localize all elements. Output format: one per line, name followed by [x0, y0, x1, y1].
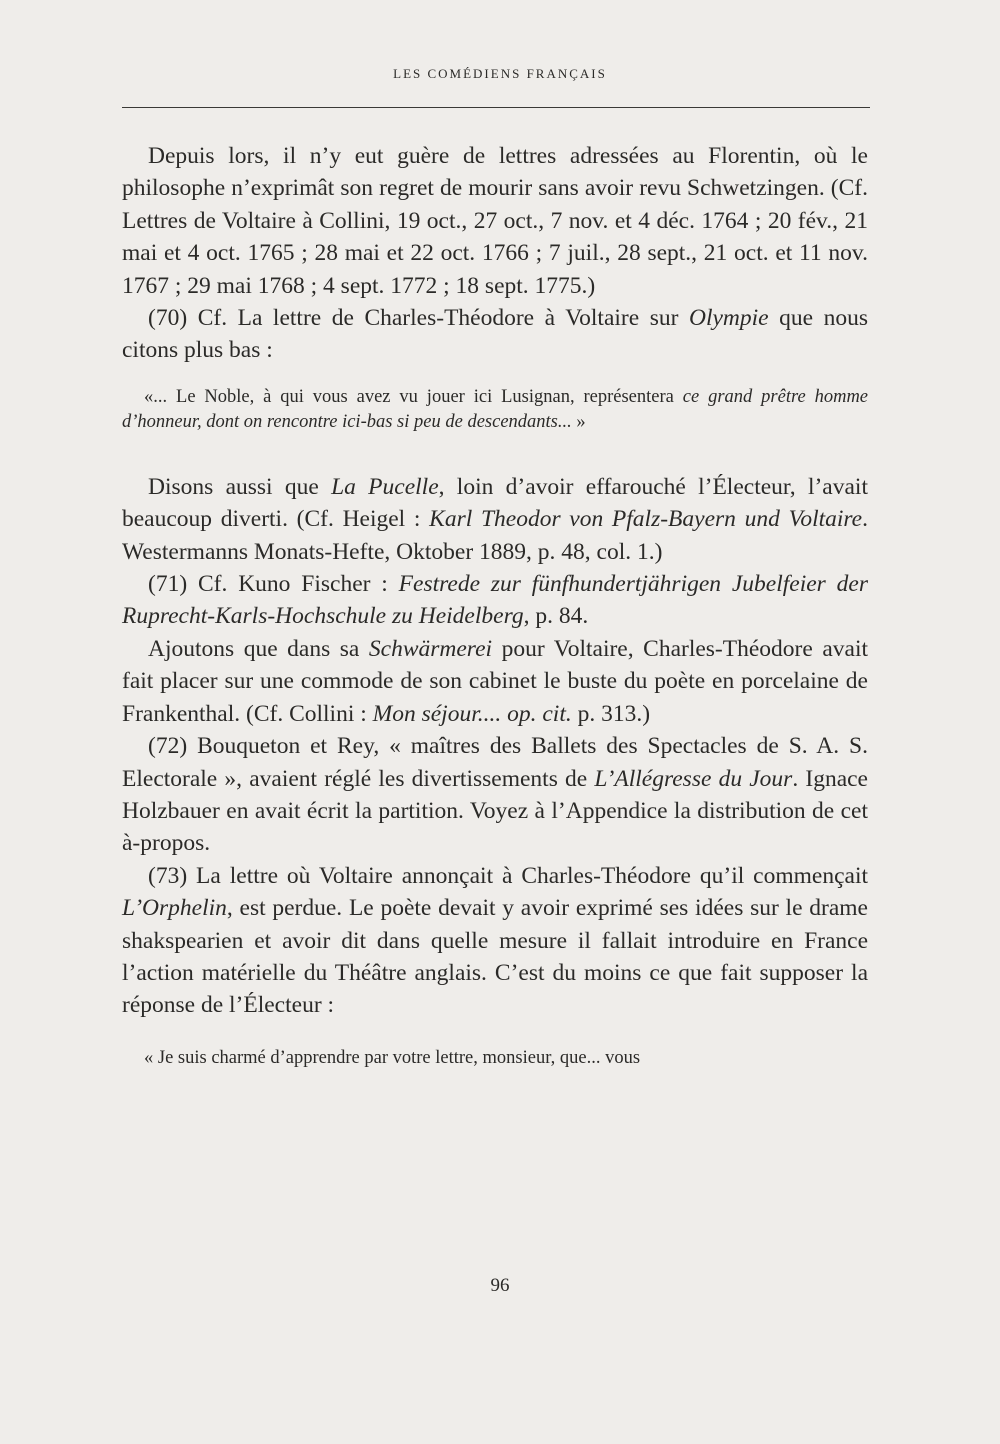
text-run: (71) Cf. Kuno Fischer : [148, 571, 399, 598]
title-heigel: Karl Theodor von Pfalz-Bayern und Voltaire [429, 506, 863, 533]
text-run: , loin d’avoir effarouché l’Électeur, l’avait beaucoup diverti. (Cf. Heigel : [122, 473, 868, 533]
text-run: (73) La lettre où Voltaire annonçait à Charles-Théodore qu’il commençait [148, 862, 868, 889]
paragraph-la-pucelle [122, 471, 868, 568]
title-festrede: Festrede zur fünfhundertjährigen Jubelfeier der Ruprecht-Karls-Hochschule zu Heidelberg [122, 571, 868, 630]
text-run: (72) Bouqueton et Rey, « maîtres des Ballets des Spectacles de S. A. S. Electorale », avaient réglé les divertissements de [122, 733, 868, 792]
text-run: . Westermanns Monats-Hefte, Oktober 1889, p. 48, col. 1.) [122, 506, 868, 565]
spacer [122, 1022, 868, 1046]
body-text [122, 140, 868, 1071]
paragraph-schwaermerei [122, 633, 868, 730]
title-allegresse: L’Allégresse du Jour [594, 765, 793, 792]
note-72 [122, 730, 868, 860]
title-orphelin: L’Orphelin [122, 895, 227, 922]
text-run: Disons aussi que [148, 473, 332, 500]
spacer [122, 435, 868, 471]
text-run: » [571, 411, 586, 432]
text-run: (70) Cf. La lettre de Charles-Théodore à Voltaire sur [148, 305, 689, 332]
quote-electeur [122, 1046, 868, 1071]
text-run: Ajoutons que dans sa [148, 635, 369, 662]
header-rule [122, 107, 870, 108]
text-run: Depuis lors, il n’y eut guère de lettres adressées au Florentin, où le philosophe n’exprimât son regret de mourir sans avoir revu Schwetzingen. (Cf. Lettres de Voltaire à Collini, 19 oct., 27 oct., 7 nov. et 4 déc. 1764 ; 20 fév., 21 mai et 4 oct. 1765 ; 28 mai et 22 oct. 1766 ; 7 juil., 28 sept., 21 oct. et 11 nov. 1767 ; 29 mai 1768 ; 4 sept. 1772 ; 18 sept. 1775.) [122, 143, 868, 299]
text-run: «... Le Noble, à qui vous avez vu jouer ici Lusignan, représentera [144, 386, 683, 407]
text-run: que nous citons plus bas : [122, 305, 868, 364]
spacer [122, 367, 868, 385]
title-olympie: Olympie [688, 305, 769, 332]
note-71 [122, 568, 868, 633]
quote-lusignan [122, 385, 868, 435]
note-73 [122, 860, 868, 1022]
running-title: LES COMÉDIENS FRANÇAIS [393, 66, 607, 81]
page-number: 96 [490, 1275, 510, 1296]
paragraph-voltaire-collini [122, 140, 868, 302]
title-la-pucelle: La Pucelle [331, 473, 439, 500]
title-mon-sejour: Mon séjour.... op. cit. [372, 700, 572, 727]
text-run: « Je suis charmé d’apprendre par votre lettre, monsieur, que... vous [144, 1047, 641, 1068]
note-70 [122, 302, 868, 367]
quote-italic: ce grand prêtre homme d’honneur, dont on rencontre ici-bas si peu de descendants... [122, 386, 869, 432]
word-schwaermerei: Schwärmerei [368, 635, 493, 662]
text-run: , p. 84. [523, 603, 589, 630]
text-run: pour Voltaire, Charles-Théodore avait fait placer sur une commode de son cabinet le buste du poète en porcelaine de Frankenthal. (Cf. Collini : [122, 635, 868, 727]
text-run: . Ignace Holzbauer en avait écrit la partition. Voyez à l’Appendice la distribution de cet à-propos. [122, 765, 868, 857]
text-run: , est perdue. Le poète devait y avoir exprimé ses idées sur le drame shakspearien et avoir dit dans quelle mesure il fallait introduire en France l’action matérielle du Théâtre anglais. C’est du moins ce que fait supposer la réponse de l’Électeur : [122, 895, 868, 1019]
text-run: p. 313.) [571, 700, 651, 727]
